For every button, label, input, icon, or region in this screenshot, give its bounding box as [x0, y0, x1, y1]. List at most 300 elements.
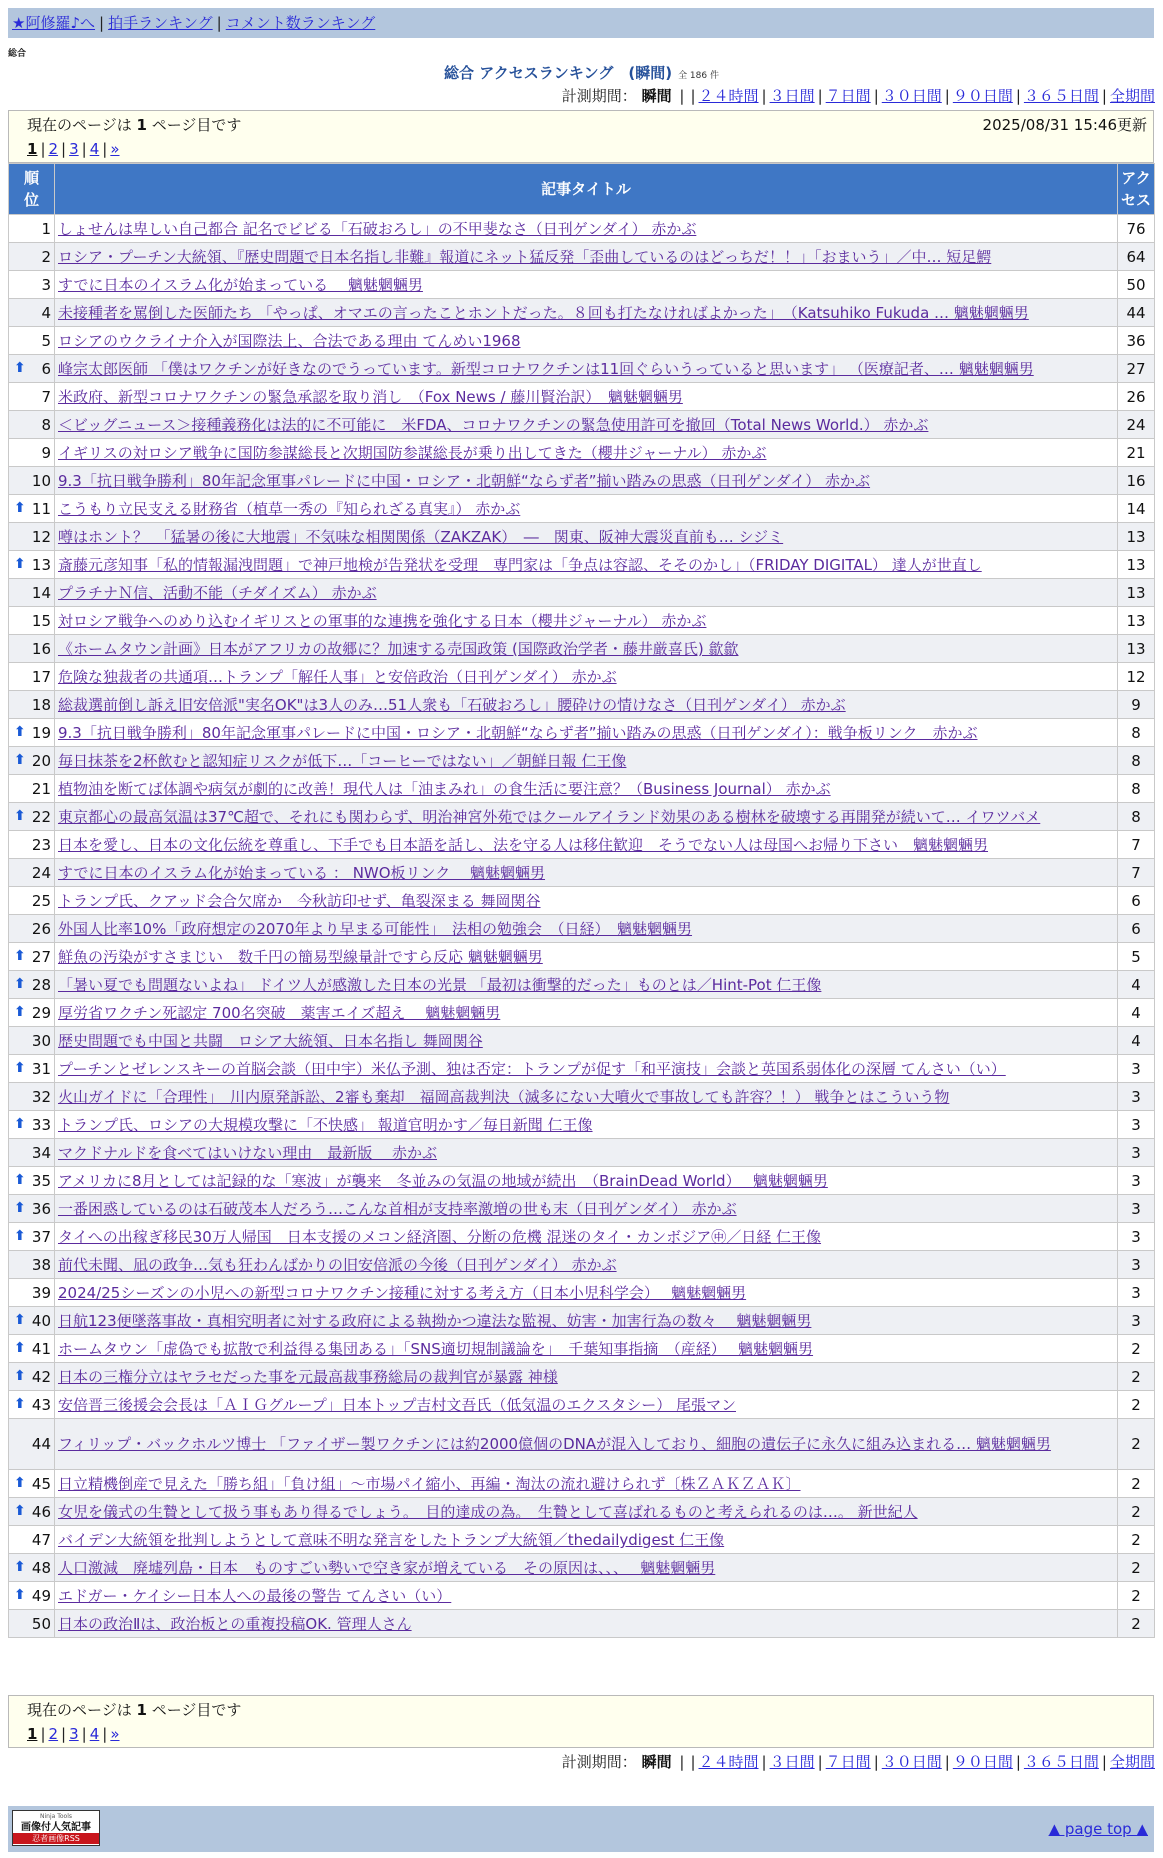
- title-cell: [55, 1470, 1118, 1498]
- rank-up-arrow-icon: ⬆: [14, 947, 26, 964]
- page-status-prefix: 現在のページは: [27, 1701, 132, 1719]
- title-cell: [55, 1419, 1118, 1470]
- period-option-link[interactable]: ９０日間: [952, 87, 1013, 105]
- rank-number: 17: [31, 667, 51, 686]
- rank-number: 10: [31, 471, 51, 490]
- article-title-link[interactable]: 《ホームタウン計画》日本がアフリカの故郷に？加速する売国政策 (国際政治学者・藤井厳喜氏) 歙歙: [58, 640, 739, 658]
- article-title-link[interactable]: 米政府、新型コロナワクチンの緊急承認を取り消し （Fox News / 藤川賢治訳） 魑魅魍魎男: [58, 388, 683, 406]
- rank-number: 30: [31, 1031, 51, 1050]
- article-title-link[interactable]: 危険な独裁者の共通項…トランプ「解任人事」と安倍政治（日刊ゲンダイ） 赤かぶ: [58, 668, 617, 686]
- pager-next-link[interactable]: »: [110, 1725, 120, 1743]
- title-cell: [55, 551, 1118, 579]
- access-count: 2: [1118, 1526, 1155, 1554]
- comment-ranking-link[interactable]: コメント数ランキング: [225, 14, 376, 32]
- rank-cell: [9, 355, 55, 383]
- article-title-link[interactable]: トランプ氏、ロシアの大規模攻撃に「不快感」 報道官明かす／毎日新聞 仁王像: [58, 1116, 593, 1134]
- rank-number: 38: [31, 1255, 51, 1274]
- rank-cell: [9, 1195, 55, 1223]
- article-title-link[interactable]: 火山ガイドに「合理性」 川内原発訴訟、2審も棄却 福岡高裁判決（滅多にない大噴火で事故しても許容？！） 戦争とはこういう物: [58, 1088, 950, 1106]
- pager-separator: |: [102, 140, 108, 158]
- title-cell: [55, 523, 1118, 551]
- period-current: 瞬間: [641, 87, 672, 105]
- title-cell: [55, 271, 1118, 299]
- article-title-link[interactable]: こうもり立民支える財務省（植草一秀の『知られざる真実』） 赤かぶ: [58, 500, 521, 518]
- table-row: [9, 1582, 1155, 1610]
- rank-cell: [9, 1167, 55, 1195]
- table-row: [9, 831, 1155, 859]
- article-title-link[interactable]: アメリカに8月としては記録的な「寒波」が襲来 冬並みの気温の地域が続出 （BrainDead World） 魑魅魍魎男: [58, 1172, 828, 1190]
- article-title-link[interactable]: 厚労省ワクチン死認定 700名突破 薬害エイズ超え 魑魅魍魎男: [58, 1004, 501, 1022]
- category-label: 総合: [8, 49, 27, 59]
- article-title-link[interactable]: 人口激減 廃墟列島・日本 ものすごい勢いで空き家が増えている その原因は、、、 魑魅魍魎男: [58, 1559, 716, 1577]
- access-count: 3: [1118, 1195, 1155, 1223]
- pagination-bottom: [27, 1722, 1153, 1746]
- rank-cell: [9, 943, 55, 971]
- table-row: [9, 1307, 1155, 1335]
- table-row: [9, 439, 1155, 467]
- rank-number: 25: [31, 891, 51, 910]
- rank-number: 44: [31, 1435, 51, 1453]
- title-cell: [55, 915, 1118, 943]
- table-row: [9, 1363, 1155, 1391]
- pager-separator: |: [40, 1725, 46, 1743]
- title-cell: [55, 1083, 1118, 1111]
- rank-number: 12: [31, 527, 51, 546]
- article-title-link[interactable]: しょせんは卑しい自己都合 記名でビビる「石破おろし」の不甲斐なさ（日刊ゲンダイ） 赤かぶ: [58, 220, 697, 238]
- rank-number: 46: [31, 1502, 51, 1521]
- applause-ranking-link[interactable]: 拍手ランキング: [108, 14, 213, 32]
- pager-current-page[interactable]: 1: [27, 140, 38, 158]
- period-option-link[interactable]: ３０日間: [881, 1753, 942, 1771]
- article-title-link[interactable]: 斎藤元彦知事「私的情報漏洩問題」で神戸地検が告発状を受理 専門家は「争点は容認、そそのかし」（FRIDAY DIGITAL） 達人が世直し: [58, 556, 982, 574]
- title-cell: [55, 1055, 1118, 1083]
- access-count: 2: [1118, 1582, 1155, 1610]
- article-title-link[interactable]: 一番困惑しているのは石破茂本人だろう…こんな首相が支持率激増の世も末（日刊ゲンダイ） 赤かぶ: [58, 1200, 737, 1218]
- access-count: 14: [1118, 495, 1155, 523]
- rank-cell: [9, 327, 55, 355]
- access-count: 3: [1118, 1223, 1155, 1251]
- period-separator: |: [679, 1753, 685, 1771]
- table-row: [9, 1027, 1155, 1055]
- table-row: [9, 775, 1155, 803]
- rank-cell: [9, 831, 55, 859]
- pagination-top: [27, 137, 1153, 161]
- page-top-link[interactable]: ▲ page top ▲: [1048, 1820, 1148, 1838]
- table-row: [9, 1498, 1155, 1526]
- period-separator: |: [817, 87, 823, 105]
- table-row: [9, 1526, 1155, 1554]
- period-option-link[interactable]: 全期間: [1109, 1753, 1155, 1771]
- rank-cell: [9, 1027, 55, 1055]
- period-separator: |: [690, 87, 696, 105]
- article-title-link[interactable]: エドガー・ケイシー日本人への最後の警告 てんさい（い）: [58, 1587, 452, 1605]
- article-title-link[interactable]: イギリスの対ロシア戦争に国防参謀総長と次期国防参謀総長が乗り出してきた（櫻井ジャーナル） 赤かぶ: [58, 444, 767, 462]
- table-row: [9, 243, 1155, 271]
- table-row: [9, 495, 1155, 523]
- rank-up-arrow-icon: ⬆: [14, 359, 26, 376]
- rank-up-arrow-icon: ⬆: [14, 975, 26, 992]
- period-option-link[interactable]: 全期間: [1109, 87, 1155, 105]
- article-title-link[interactable]: 日本の政治Ⅱは、政治板との重複投稿OK. 管理人さん: [58, 1615, 412, 1633]
- updated-timestamp: 2025/08/31 15:46更新: [982, 116, 1147, 134]
- rank-cell: [9, 411, 55, 439]
- rank-cell: [9, 747, 55, 775]
- rank-up-arrow-icon: ⬆: [14, 555, 26, 572]
- article-title-link[interactable]: 安倍晋三後援会会長は「ＡＩＧグループ」日本トップ吉村文吾氏（低気温のエクスタシー） 尾張マン: [58, 1396, 736, 1414]
- title-cell: [55, 1307, 1118, 1335]
- access-header: アクセス: [1118, 164, 1155, 215]
- period-option-link[interactable]: ３０日間: [881, 87, 942, 105]
- access-count: 3: [1118, 1055, 1155, 1083]
- article-title-link[interactable]: プラチナＮ信、活動不能（チダイズム） 赤かぶ: [58, 584, 377, 602]
- period-option-link[interactable]: ７日間: [825, 1753, 871, 1771]
- table-row: [9, 943, 1155, 971]
- period-option-link[interactable]: ９０日間: [952, 1753, 1013, 1771]
- table-row: [9, 1610, 1155, 1638]
- rank-cell: [9, 971, 55, 999]
- page-info-top: [8, 110, 1154, 163]
- rank-number: 35: [31, 1171, 51, 1190]
- rank-cell: [9, 495, 55, 523]
- article-title-link[interactable]: 「暑い夏でも問題ないよね」 ドイツ人が感激した日本の光景 「最初は衝撃的だった」ものとは／Hint-Pot 仁王像: [58, 976, 822, 994]
- rank-number: 34: [31, 1143, 51, 1162]
- article-title-link[interactable]: 対ロシア戦争へのめり込むイギリスとの軍事的な連携を強化する日本（櫻井ジャーナル） 赤かぶ: [58, 612, 707, 630]
- title-cell: [55, 383, 1118, 411]
- table-row: [9, 887, 1155, 915]
- access-count: 50: [1118, 271, 1155, 299]
- title-cell: [55, 495, 1118, 523]
- rank-up-arrow-icon: ⬆: [14, 1311, 26, 1328]
- period-label: 計測期間：: [561, 1753, 637, 1771]
- access-count: 27: [1118, 355, 1155, 383]
- ranking-table: [8, 163, 1155, 1638]
- rank-cell: [9, 803, 55, 831]
- table-row: [9, 551, 1155, 579]
- rank-cell: [9, 467, 55, 495]
- rank-cell: [9, 271, 55, 299]
- rank-number: 48: [31, 1558, 51, 1577]
- period-selector-bottom: [562, 1752, 1155, 1772]
- rank-cell: [9, 523, 55, 551]
- period-option-link[interactable]: ３６５日間: [1023, 1753, 1099, 1771]
- access-count: 13: [1118, 523, 1155, 551]
- page-info-bottom: [8, 1695, 1154, 1748]
- table-row: [9, 1419, 1155, 1470]
- access-count: 13: [1118, 551, 1155, 579]
- rank-up-arrow-icon: ⬆: [14, 751, 26, 768]
- title-cell: [55, 663, 1118, 691]
- access-count: 3: [1118, 1279, 1155, 1307]
- rank-cell: [9, 1279, 55, 1307]
- article-title-link[interactable]: 日本の三権分立はヤラセだった事を元最高裁事務総局の裁判官が暴露 神様: [58, 1368, 558, 1386]
- article-title-link[interactable]: 未接種者を罵倒した医師たち 「やっぱ、オマエの言ったことホントだった。８回も打たなければよかった」 （Katsuhiko Fukuda … 魑魅魍魎男: [58, 304, 1029, 322]
- rank-number: 47: [31, 1530, 51, 1549]
- rank-cell: [9, 719, 55, 747]
- rank-up-arrow-icon: ⬆: [14, 1227, 26, 1244]
- rank-header: 順位: [9, 164, 55, 215]
- rank-up-arrow-icon: ⬆: [14, 1558, 26, 1575]
- article-title-link[interactable]: 植物油を断てば体調や病気が劇的に改善！現代人は「油まみれ」の食生活に要注意？（Business Journal） 赤かぶ: [58, 780, 831, 798]
- rank-up-arrow-icon: ⬆: [14, 1395, 26, 1412]
- rank-number: 24: [31, 863, 51, 882]
- article-title-link[interactable]: 女児を儀式の生贄として扱う事もあり得るでしょう。 目的達成の為。 生贄として喜ばれるものと考えられるのは…。 新世紀人: [58, 1503, 918, 1521]
- title-cell: [55, 803, 1118, 831]
- title-cell: [55, 243, 1118, 271]
- period-label: 計測期間：: [561, 87, 637, 105]
- article-title-link[interactable]: 外国人比率10%「政府想定の2070年より早まる可能性」 法相の勉強会 （日経） 魑魅魍魎男: [58, 920, 693, 938]
- article-title-link[interactable]: 噂はホント？ 「猛暑の後に大地震」不気味な相関関係（ZAKZAK） ― 関東、阪神大震災直前も… シジミ: [58, 528, 784, 546]
- access-count: 3: [1118, 1139, 1155, 1167]
- access-count: 5: [1118, 943, 1155, 971]
- rank-cell: [9, 999, 55, 1027]
- period-separator: |: [873, 87, 879, 105]
- badge-subtitle: 忍者画像RSS: [13, 1833, 99, 1844]
- rank-cell: [9, 915, 55, 943]
- period-option-link[interactable]: ３日間: [769, 87, 815, 105]
- rank-cell: [9, 1419, 55, 1470]
- article-title-link[interactable]: ホームタウン「虚偽でも拡散で利益得る集団ある」「SNS適切規制議論を」 千葉知事指摘 （産経） 魑魅魍魎男: [58, 1340, 814, 1358]
- table-row: [9, 383, 1155, 411]
- access-count: 3: [1118, 1111, 1155, 1139]
- table-row: [9, 859, 1155, 887]
- page-status-number: 1: [136, 116, 147, 134]
- pager-next-link[interactable]: »: [110, 140, 120, 158]
- table-row: [9, 635, 1155, 663]
- article-title-link[interactable]: 日本を愛し、日本の文化伝統を尊重し、下手でも日本語を話し、法を守る人は移住歓迎 そうでない人は母国へお帰り下さい 魑魅魍魎男: [58, 836, 989, 854]
- table-row: [9, 719, 1155, 747]
- rank-number: 22: [31, 807, 51, 826]
- article-title-link[interactable]: バイデン大統領を批判しようとして意味不明な発言をしたトランプ大統領／thedailydigest 仁王像: [58, 1531, 725, 1549]
- article-title-link[interactable]: タイへの出稼ぎ移民30万人帰国 日本支援のメコン経済圏、分断の危機 混迷のタイ・カンボジア㊥／日経 仁王像: [58, 1228, 822, 1246]
- table-row: [9, 1251, 1155, 1279]
- table-row: [9, 1554, 1155, 1582]
- rank-up-arrow-icon: ⬆: [14, 1502, 26, 1519]
- access-count: 6: [1118, 887, 1155, 915]
- access-count: 16: [1118, 467, 1155, 495]
- pager-page-link[interactable]: 3: [69, 1725, 79, 1743]
- article-title-link[interactable]: すでに日本のイスラム化が始まっている ： NWO板リンク 魑魅魍魎男: [58, 864, 546, 882]
- rank-number: 11: [31, 499, 51, 518]
- rank-number: 5: [41, 331, 51, 350]
- table-row: [9, 299, 1155, 327]
- rank-number: 15: [31, 611, 51, 630]
- title-cell: [55, 1391, 1118, 1419]
- access-count: 4: [1118, 999, 1155, 1027]
- article-title-link[interactable]: ＜ビッグニュース＞接種義務化は法的に不可能に 米FDA、コロナワクチンの緊急使用許可を撤回（Total News World.） 赤かぶ: [58, 416, 929, 434]
- pager-page-link[interactable]: 4: [89, 140, 100, 158]
- rank-cell: [9, 691, 55, 719]
- table-row: [9, 999, 1155, 1027]
- rank-number: 37: [31, 1227, 51, 1246]
- period-separator: |: [944, 1753, 950, 1771]
- table-row: [9, 1055, 1155, 1083]
- period-option-link[interactable]: ７日間: [825, 87, 871, 105]
- access-count: 12: [1118, 663, 1155, 691]
- table-row: [9, 1195, 1155, 1223]
- table-header-row: [9, 164, 1155, 215]
- title-cell: [55, 831, 1118, 859]
- ranking-rows: [9, 215, 1155, 1638]
- rank-up-arrow-icon: ⬆: [14, 1171, 26, 1188]
- page-status-suffix: ページ目です: [151, 116, 242, 134]
- period-option-link[interactable]: ２４時間: [698, 1753, 759, 1771]
- table-row: [9, 915, 1155, 943]
- access-count: 7: [1118, 859, 1155, 887]
- period-options: [676, 1753, 1155, 1771]
- access-count: 7: [1118, 831, 1155, 859]
- rank-number: 1: [41, 219, 51, 238]
- period-option-link[interactable]: ２４時間: [698, 87, 759, 105]
- rank-number: 19: [31, 723, 51, 742]
- access-count: 3: [1118, 1307, 1155, 1335]
- article-title-link[interactable]: プーチンとゼレンスキーの首脳会談（田中宇）米仏予測、独は否定：トランプが促す「和平演技」会談と英国系弱体化の深層 てんさい（い）: [58, 1060, 1006, 1078]
- rank-cell: [9, 859, 55, 887]
- table-row: [9, 1083, 1155, 1111]
- title-cell: [55, 943, 1118, 971]
- rank-number: 27: [31, 947, 51, 966]
- pager-separator: |: [81, 1725, 87, 1743]
- ninja-tools-badge[interactable]: [12, 1810, 100, 1846]
- access-count: 44: [1118, 299, 1155, 327]
- rank-cell: [9, 383, 55, 411]
- pager-page-link[interactable]: 4: [89, 1725, 100, 1743]
- table-row: [9, 411, 1155, 439]
- article-title-link[interactable]: 前代未聞、凪の政争…気も狂わんばかりの旧安倍派の今後（日刊ゲンダイ） 赤かぶ: [58, 1256, 617, 1274]
- access-count: 13: [1118, 607, 1155, 635]
- home-link[interactable]: ★阿修羅♪へ: [12, 14, 96, 32]
- footer-bar: [8, 1806, 1154, 1852]
- rank-number: 9: [41, 443, 51, 462]
- access-count: 76: [1118, 215, 1155, 243]
- article-title-link[interactable]: 峰宗太郎医師 「僕はワクチンが好きなのでうっています。新型コロナワクチンは11回ぐらいうっていると思います」 （医療記者、… 魑魅魍魎男: [58, 360, 1034, 378]
- rank-up-arrow-icon: ⬆: [14, 1586, 26, 1603]
- rank-cell: [9, 1055, 55, 1083]
- table-row: [9, 803, 1155, 831]
- rank-cell: [9, 215, 55, 243]
- page-status: [27, 1698, 1153, 1722]
- rank-number: 40: [31, 1311, 51, 1330]
- article-title-link[interactable]: 歴史問題でも中国と共闘 ロシア大統領、日本名指し 舞岡関谷: [58, 1032, 483, 1050]
- rank-cell: [9, 299, 55, 327]
- title-cell: [55, 355, 1118, 383]
- access-count: 2: [1118, 1419, 1155, 1470]
- rank-cell: [9, 1083, 55, 1111]
- table-row: [9, 971, 1155, 999]
- pager-separator: |: [40, 140, 46, 158]
- period-current: 瞬間: [641, 1753, 672, 1771]
- article-title-link[interactable]: フィリップ・バックホルツ博士 「ファイザー製ワクチンには約2000億個のDNAが混入しており、細胞の遺伝子に永久に組み込まれる… 魑魅魍魎男: [58, 1435, 1051, 1453]
- pager-current-page[interactable]: 1: [27, 1725, 38, 1743]
- article-title-link[interactable]: 総裁選前倒し訴え旧安倍派"実名OK"は3人のみ…51人衆も「石破おろし」腰砕けの情けなさ（日刊ゲンダイ） 赤かぶ: [58, 696, 846, 714]
- title-cell: [55, 747, 1118, 775]
- badge-brand: Ninja Tools: [40, 1813, 72, 1820]
- badge-title: 画像付人気記事: [21, 1822, 91, 1833]
- rank-cell: [9, 1554, 55, 1582]
- rank-number: 42: [31, 1367, 51, 1386]
- table-row: [9, 215, 1155, 243]
- rank-up-arrow-icon: ⬆: [14, 1199, 26, 1216]
- access-count: 8: [1118, 747, 1155, 775]
- period-separator: |: [690, 1753, 696, 1771]
- article-title-link[interactable]: マクドナルドを食べてはいけない理由 最新版 赤かぶ: [58, 1144, 438, 1162]
- article-title-link[interactable]: すでに日本のイスラム化が始まっている 魑魅魍魎男: [58, 276, 423, 294]
- title-cell: [55, 859, 1118, 887]
- table-row: [9, 523, 1155, 551]
- article-title-link[interactable]: 2024/25シーズンの小児への新型コロナワクチン接種に対する考え方（日本小児科学会） 魑魅魍魎男: [58, 1284, 747, 1302]
- rank-number: 26: [31, 919, 51, 938]
- period-option-link[interactable]: ３６５日間: [1023, 87, 1099, 105]
- article-title-link[interactable]: ロシアのウクライナ介入が国際法上、合法である理由 てんめい1968: [58, 332, 521, 350]
- table-row: [9, 1167, 1155, 1195]
- access-count: 2: [1118, 1554, 1155, 1582]
- access-count: 2: [1118, 1498, 1155, 1526]
- article-title-link[interactable]: 日航123便墜落事故・真相究明者に対する政府による執拗かつ違法な監視、妨害・加害行為の数々 魑魅魍魎男: [58, 1312, 812, 1330]
- article-title-link[interactable]: 日立精機倒産で見えた「勝ち組」「負け組」～市場パイ縮小、再編・淘汰の流れ避けられず〔株ＺＡＫＺＡＫ〕: [58, 1475, 801, 1493]
- pager-page-link[interactable]: 2: [48, 1725, 59, 1743]
- table-row: [9, 1279, 1155, 1307]
- access-count: 3: [1118, 1167, 1155, 1195]
- rank-number: 50: [31, 1614, 51, 1633]
- rank-number: 16: [31, 639, 51, 658]
- pager-page-link[interactable]: 3: [69, 140, 79, 158]
- table-row: [9, 747, 1155, 775]
- article-title-link[interactable]: トランプ氏、クアッド会合欠席か 今秋訪印せず、亀裂深まる 舞岡関谷: [58, 892, 541, 910]
- rank-cell: [9, 551, 55, 579]
- nav-separator: |: [216, 14, 222, 32]
- table-row: [9, 663, 1155, 691]
- access-count: 24: [1118, 411, 1155, 439]
- article-title-link[interactable]: ロシア・プーチン大統領、『歴史問題で日本名指し非難』報道にネット猛反発「歪曲しているのはどっちだ！！」「おまいう」／中… 短足鰐: [58, 248, 992, 266]
- access-count: 8: [1118, 719, 1155, 747]
- table-row: [9, 1111, 1155, 1139]
- title-cell: [55, 439, 1118, 467]
- title-cell: [55, 1279, 1118, 1307]
- rank-number: 45: [31, 1474, 51, 1493]
- access-count: 13: [1118, 635, 1155, 663]
- total-count: 全 186 件: [678, 71, 719, 81]
- rank-cell: [9, 1470, 55, 1498]
- rank-number: 43: [31, 1395, 51, 1414]
- title-cell: [55, 887, 1118, 915]
- pager-separator: |: [61, 1725, 67, 1743]
- rank-number: 20: [31, 751, 51, 770]
- period-option-link[interactable]: ３日間: [769, 1753, 815, 1771]
- table-row: [9, 691, 1155, 719]
- period-selector-top: [562, 86, 1155, 106]
- rank-up-arrow-icon: ⬆: [14, 1367, 26, 1384]
- pager-page-link[interactable]: 2: [48, 140, 59, 158]
- article-title-link[interactable]: 9.3「抗日戦争勝利」80年記念軍事パレードに中国・ロシア・北朝鮮“ならず者”揃い踏みの思惑（日刊ゲンダイ）：戦争板リンク 赤かぶ: [58, 724, 978, 742]
- rank-number: 28: [31, 975, 51, 994]
- rank-cell: [9, 607, 55, 635]
- table-row: [9, 1335, 1155, 1363]
- rank-cell: [9, 1498, 55, 1526]
- rank-number: 6: [41, 359, 51, 378]
- article-title-link[interactable]: 東京都心の最高気温は37℃超で、それにも関わらず、明治神宮外苑ではクールアイランド効果のある樹林を破壊する再開発が続いて… イワツバメ: [58, 808, 1041, 826]
- article-title-link[interactable]: 9.3「抗日戦争勝利」80年記念軍事パレードに中国・ロシア・北朝鮮“ならず者”揃い踏みの思惑（日刊ゲンダイ） 赤かぶ: [58, 472, 871, 490]
- rank-up-arrow-icon: ⬆: [14, 499, 26, 516]
- article-title-link[interactable]: 毎日抹茶を2杯飲むと認知症リスクが低下…「コーヒーではない」／朝鮮日報 仁王像: [58, 752, 627, 770]
- title-cell: [55, 971, 1118, 999]
- rank-number: 2: [41, 247, 51, 266]
- rank-number: 3: [41, 275, 51, 294]
- nav-separator: |: [99, 14, 105, 32]
- article-title-link[interactable]: 鮮魚の汚染がすさまじい 数千円の簡易型線量計ですら反応 魑魅魍魎男: [58, 948, 543, 966]
- title-cell: [55, 999, 1118, 1027]
- table-row: [9, 1470, 1155, 1498]
- title-cell: [55, 1111, 1118, 1139]
- rank-number: 14: [31, 583, 51, 602]
